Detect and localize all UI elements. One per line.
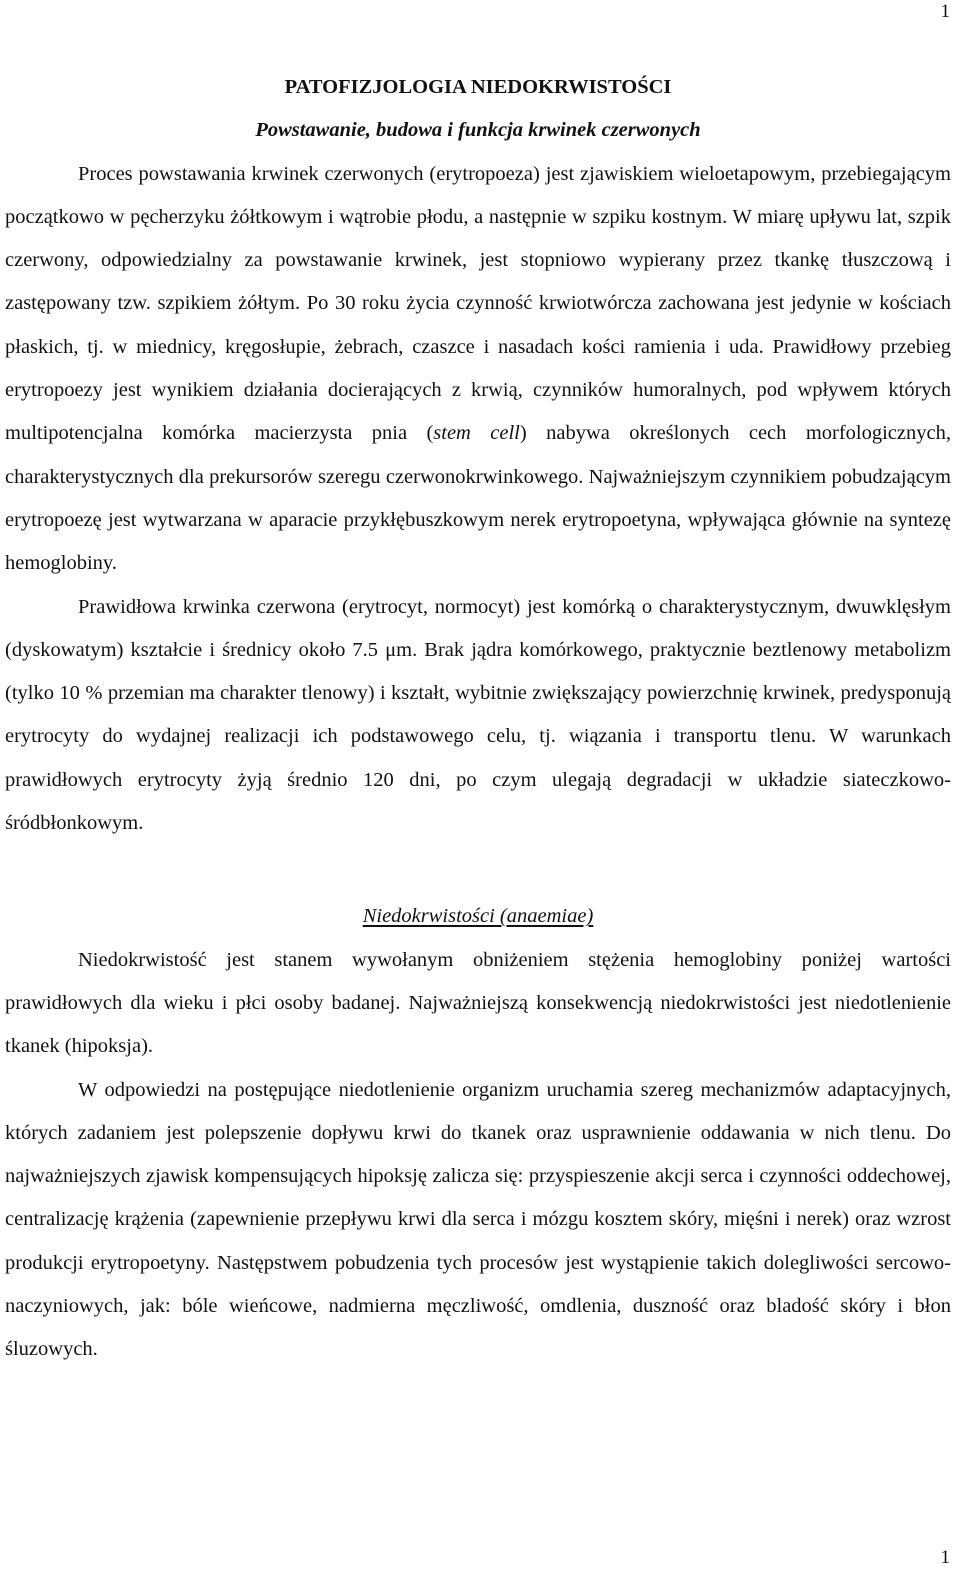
paragraph-erythropoiesis-text-2: ) nabywa określonych cech morfologicznych, charakterystycznych dla prekursorów szeregu czerwonokrwinkowego. Najważniejszym czynnikiem pobudzającym erytropoezę jest wytwarzana w aparacie przykłębuszkowym nerek erytropoetyna, wpływająca głównie na syntezę hemoglobiny.: [5, 422, 951, 575]
stem-cell-term: stem cell: [433, 422, 520, 445]
paragraph-erythrocyte: Prawidłowa krwinka czerwona (erytrocyt, normocyt) jest komórką o charakterystycznym, dwuwklęsłym (dyskowatym) kształcie i średnicy około 7.5 μm. Brak jądra komórkowego, praktycznie beztlenowy metabolizm (tylko 10 % przemian ma charakter tlenowy) i kształt, wybitnie zwiększający powierzchnię krwinek, predysponują erytrocyty do wydajnej realizacji ich podstawowego celu, tj. wiązania i transportu tlenu. W warunkach prawidłowych erytrocyty żyją średnio 120 dni, po czym ulegają degradacji w układzie siateczkowo-śródbłonkowym.: [5, 595, 951, 835]
document-subtitle: Powstawanie, budowa i funkcja krwinek czerwonych: [255, 119, 701, 142]
document-title: PATOFIZJOLOGIA NIEDOKRWISTOŚCI: [284, 76, 672, 98]
paragraph-erythropoiesis: [5, 153, 951, 586]
section-title-anemia: Niedokrwistości (anaemiae): [362, 905, 594, 928]
paragraph-anemia-definition: Niedokrwistość jest stanem wywołanym obniżeniem stężenia hemoglobiny poniżej wartości prawidłowych dla wieku i płci osoby badanej. Najważniejszą konsekwencją niedokrwistości jest niedotlenienie tkanek (hipoksja).: [5, 948, 951, 1058]
page-number-top: 1: [940, 1, 950, 22]
page-number-bottom: 1: [940, 1547, 950, 1568]
paragraph-erythropoiesis-text-1: Proces powstawania krwinek czerwonych (erytropoeza) jest zjawiskiem wieloetapowym, przebiegającym początkowo w pęcherzyku żółtkowym i wątrobie płodu, a następnie w szpiku kostnym. W miarę upływu lat, szpik czerwony, odpowiedzialny za powstawanie krwinek, jest stopniowo wypierany przez tkankę tłuszczową i zastępowany tzw. szpikiem żółtym. Po 30 roku życia czynność krwiotwórcza zachowana jest jedynie w kościach płaskich, tj. w miednicy, kręgosłupie, żebrach, czaszce i nasadach kości ramienia i uda. Prawidłowy przebieg erytropoezy jest wynikiem działania docierających z krwią, czynników humoralnych, pod wpływem których multipotencjalna komórka macierzysta pnia (: [5, 162, 951, 445]
paragraph-compensation: W odpowiedzi na postępujące niedotlenienie organizm uruchamia szereg mechanizmów adaptacyjnych, których zadaniem jest polepszenie dopływu krwi do tkanek oraz usprawnienie oddawania w nich tlenu. Do najważniejszych zjawisk kompensujących hipoksję zalicza się: przyspieszenie akcji serca i czynności oddechowej, centralizację krążenia (zapewnienie przepływu krwi dla serca i mózgu kosztem skóry, mięśni i nerek) oraz wzrost produkcji erytropoetyny. Następstwem pobudzenia tych procesów jest wystąpienie takich dolegliwości sercowo-naczyniowych, jak: bóle wieńcowe, nadmierna męczliwość, omdlenia, duszność oraz bladość skóry i błon śluzowych.: [5, 1078, 951, 1361]
document-body: [5, 66, 951, 1372]
section-spacer: [5, 845, 951, 895]
